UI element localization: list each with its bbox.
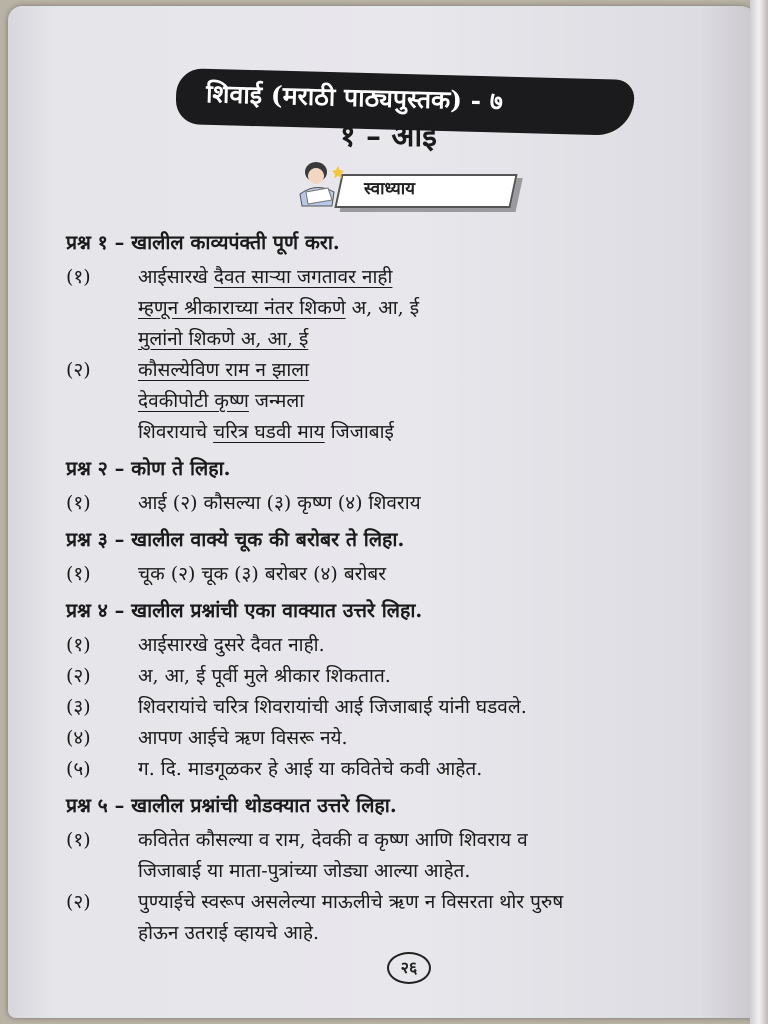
answer-line (138, 825, 738, 856)
question-heading: प्रश्न १ – खालील काव्यपंक्ती पूर्ण करा. (66, 231, 340, 254)
text-segment: आपण आईचे ऋण विसरू नये. (138, 727, 348, 749)
item-number: (१) (66, 563, 91, 585)
page-number: २६ (387, 952, 431, 984)
text-segment: आईसारखे (138, 266, 214, 288)
answer-item (66, 825, 738, 887)
answer-line (138, 386, 738, 417)
item-number: (२) (66, 891, 91, 913)
question-heading: प्रश्न ३ – खालील वाक्ये चूक की बरोबर ते लिहा. (66, 528, 405, 551)
text-segment: जिजाबाई या माता-पुत्रांच्या जोड्या आल्या आहेत. (138, 860, 471, 882)
chapter-title: १ – आई (340, 119, 437, 154)
text-segment: अ, आ, ई (345, 297, 420, 319)
answer-line (138, 661, 738, 692)
item-number: (१) (66, 829, 91, 851)
text-segment: कवितेत कौसल्या व राम, देवकी व कृष्ण आणि शिवराय व (138, 829, 528, 851)
answer-item (66, 692, 738, 723)
underlined-text: चरित्र घडवी माय (213, 421, 325, 443)
question-heading: प्रश्न ४ – खालील प्रश्नांची एका वाक्यात उत्तरे लिहा. (66, 599, 423, 622)
question-heading: प्रश्न ५ – खालील प्रश्नांची थोडक्यात उत्तरे लिहा. (66, 794, 397, 817)
exercise-content (66, 222, 738, 949)
section-badge-label: स्वाध्याय (364, 179, 415, 199)
item-number: (३) (66, 696, 91, 718)
answer-item (66, 262, 738, 355)
answer-line (138, 324, 738, 355)
text-segment: आईसारखे दुसरे दैवत नाही. (138, 634, 325, 656)
underlined-text: मुलांनो शिकणे अ, आ, ई (138, 328, 309, 350)
answer-line (138, 918, 738, 949)
underlined-text: देवकीपोटी कृष्ण (138, 390, 249, 412)
underlined-text: म्हणून श्रीकाराच्या नंतर शिकणे (138, 297, 346, 319)
item-number: (४) (66, 727, 91, 749)
text-segment: शिवरायांचे चरित्र शिवरायांची आई जिजाबाई यांनी घडवले. (138, 696, 527, 718)
answer-item (66, 488, 738, 519)
answer-item (66, 887, 738, 949)
text-segment: शिवरायाचे (138, 421, 214, 443)
answer-item (66, 661, 738, 692)
item-number: (५) (66, 758, 91, 780)
answer-line (138, 559, 738, 590)
answer-line (138, 887, 738, 918)
question-heading: प्रश्न २ – कोण ते लिहा. (66, 457, 231, 480)
item-number: (२) (66, 359, 91, 381)
answer-item (66, 723, 738, 754)
answer-line (138, 355, 738, 386)
answer-line (138, 754, 738, 785)
answer-item (66, 630, 738, 661)
item-number: (२) (66, 665, 91, 687)
text-segment: ग. दि. माडगूळकर हे आई या कवितेचे कवी आहेत. (138, 758, 483, 780)
underlined-text: कौसल्येविण राम न झाला (138, 359, 310, 381)
book-title: शिवाई (मराठी पाठ्यपुस्तक) - ७ (205, 79, 504, 116)
answer-item (66, 355, 738, 448)
page-edge (750, 0, 768, 1024)
answer-line (138, 856, 738, 887)
answer-line (138, 417, 738, 448)
item-number: (१) (66, 634, 91, 656)
badge-box (334, 174, 517, 208)
text-segment: होऊन उतराई व्हायचे आहे. (138, 922, 319, 944)
section-badge (292, 158, 528, 214)
text-segment: चूक (२) चूक (३) बरोबर (४) बरोबर (138, 563, 386, 585)
answer-line (138, 692, 738, 723)
item-number: (१) (66, 266, 91, 288)
answer-item (66, 559, 738, 590)
item-number: (१) (66, 492, 91, 514)
answer-item (66, 754, 738, 785)
text-segment: जिजाबाई (324, 421, 394, 443)
text-segment: जन्मला (248, 390, 305, 412)
text-segment: अ, आ, ई पूर्वी मुले श्रीकार शिकतात. (138, 665, 391, 687)
student-reading-icon (292, 158, 348, 210)
answer-line (138, 630, 738, 661)
answer-line (138, 488, 738, 519)
text-segment: आई (२) कौसल्या (३) कृष्ण (४) शिवराय (138, 492, 421, 514)
text-segment: पुण्याईचे स्वरूप असलेल्या माऊलीचे ऋण न विसरता थोर पुरुष (138, 891, 564, 913)
answer-line (138, 262, 738, 293)
answer-line (138, 723, 738, 754)
underlined-text: दैवत साऱ्या जगतावर नाही (213, 266, 393, 288)
answer-line (138, 293, 738, 324)
